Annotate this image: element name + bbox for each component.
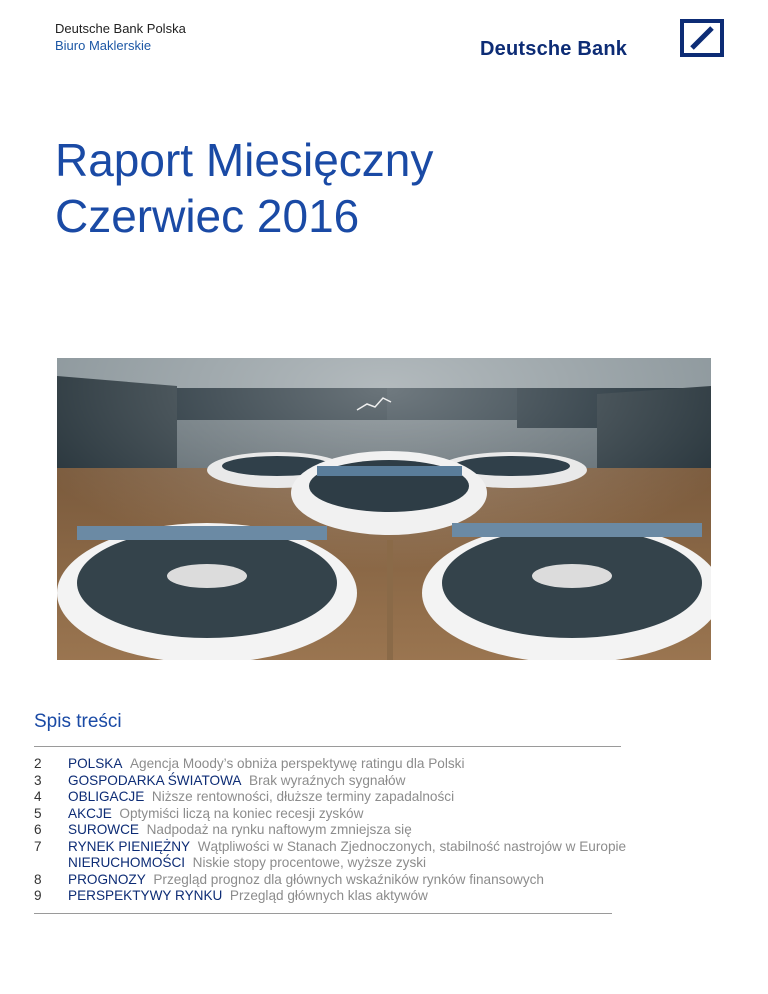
brand-wordmark: Deutsche Bank [480, 38, 628, 60]
toc-section-description: Przegląd prognoz dla głównych wskaźników rynków finansowych [153, 871, 544, 887]
toc-bottom-divider [34, 913, 612, 914]
table-of-contents [34, 756, 626, 905]
toc-section-title: RYNEK PIENIĘŻNY [68, 838, 191, 854]
toc-section-title: OBLIGACJE [68, 789, 145, 804]
toc-top-divider [34, 746, 621, 747]
toc-page-number: 9 [34, 888, 42, 903]
toc-item-nieruchomosci[interactable] [34, 855, 626, 872]
toc-section-title: NIERUCHOMOŚCI [68, 855, 186, 870]
toc-item-prognozy[interactable] [34, 872, 626, 889]
toc-item-surowce[interactable] [34, 822, 626, 839]
deutsche-bank-slash-logo-icon [680, 19, 724, 57]
toc-page-number: 2 [34, 756, 42, 771]
toc-section-title: PERSPEKTYWY RYNKU [68, 888, 223, 903]
toc-section-description: Przegląd głównych klas aktywów [229, 888, 428, 903]
toc-section-title: PROGNOZY [68, 871, 146, 887]
publisher-division: Biuro Maklerskie [55, 38, 152, 53]
report-title-line2: Czerwiec 2016 [55, 190, 360, 242]
toc-item-gospodarka-swiatowa[interactable] [34, 773, 626, 790]
toc-section-description: Brak wyraźnych sygnałów [249, 772, 406, 788]
toc-page-number: 4 [34, 789, 42, 804]
toc-item-obligacje[interactable] [34, 789, 626, 806]
toc-section-description: Agencja Moody’s obniża perspektywę ratingu dla Polski [129, 756, 465, 771]
toc-heading: Spis treści [34, 711, 122, 732]
toc-section-description: Optymiści liczą na koniec recesji zysków [119, 805, 364, 821]
toc-section-title: AKCJE [68, 805, 112, 821]
toc-section-title: POLSKA [68, 756, 123, 771]
toc-page-number: 5 [34, 805, 42, 821]
toc-item-akcje[interactable] [34, 806, 626, 823]
toc-section-description: Niższe rentowności, dłuższe terminy zapadalności [151, 789, 455, 804]
toc-section-title: GOSPODARKA ŚWIATOWA [68, 772, 242, 788]
toc-section-description: Nadpodaż na rynku naftowym zmniejsza się [146, 822, 412, 837]
toc-page-number: 7 [34, 838, 42, 854]
toc-page-number: 3 [34, 772, 42, 788]
toc-page-number: 8 [34, 871, 42, 887]
toc-item-rynek-pieniezny[interactable] [34, 839, 626, 856]
toc-section-title: SUROWCE [68, 822, 139, 837]
report-title-line1: Raport Miesięczny [55, 134, 434, 186]
report-title [55, 132, 433, 244]
toc-item-perspektywy-rynku[interactable] [34, 888, 626, 905]
toc-section-description: Wątpliwości w Stanach Zjednoczonych, stabilność nastrojów w Europie [197, 838, 627, 854]
toc-page-number: 6 [34, 822, 42, 837]
publisher-name: Deutsche Bank Polska [55, 21, 186, 36]
publisher-block [55, 20, 186, 54]
toc-page-number [34, 855, 68, 872]
toc-item-polska[interactable] [34, 756, 626, 773]
toc-section-description: Niskie stopy procentowe, wyższe zyski [192, 855, 427, 870]
trading-floor-photo [57, 358, 711, 660]
